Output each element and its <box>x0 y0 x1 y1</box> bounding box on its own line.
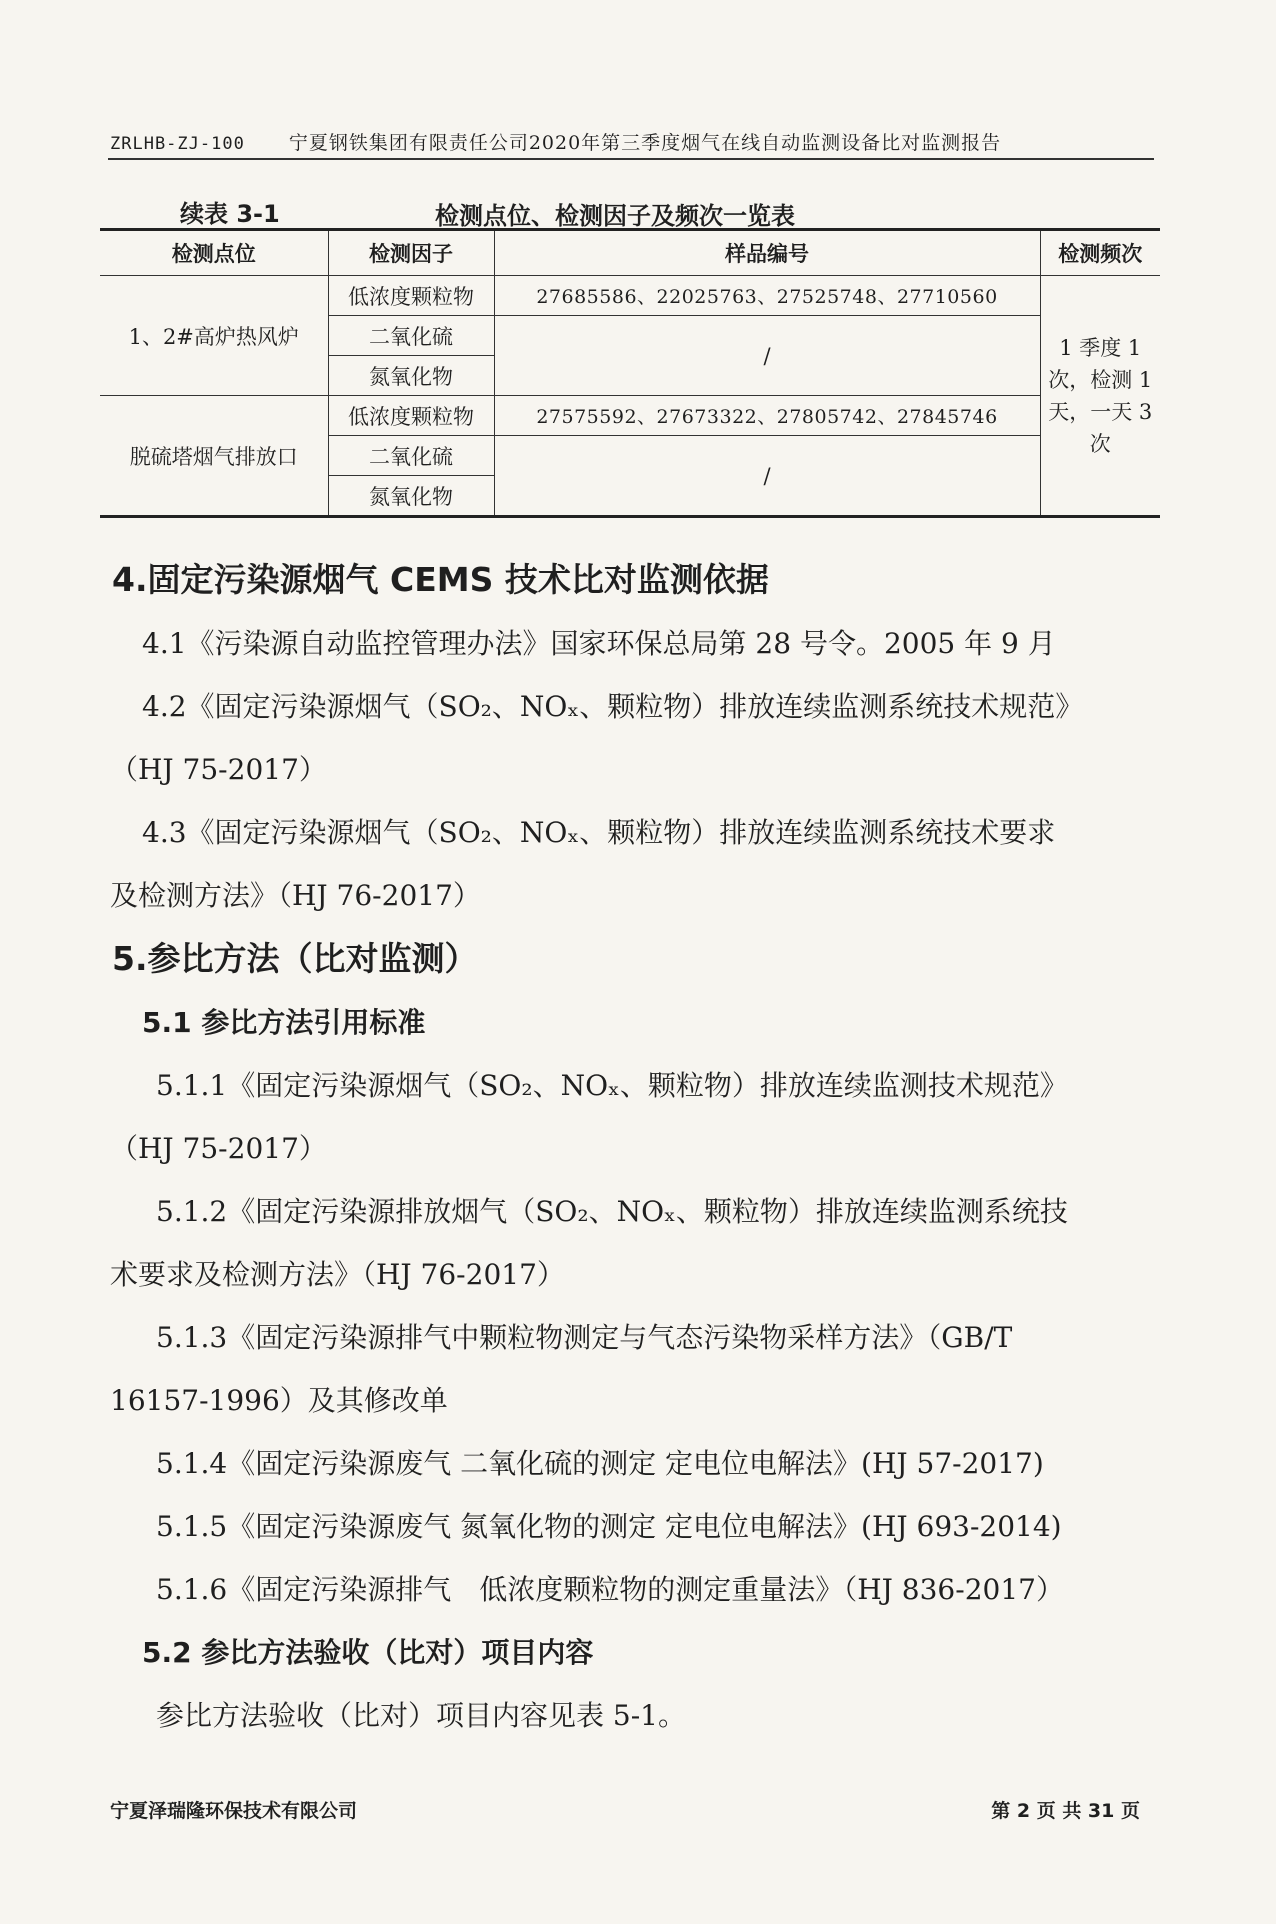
factor-cell: 低浓度颗粒物 <box>328 396 494 436</box>
site-cell: 1、2#高炉热风炉 <box>100 276 328 396</box>
document-body <box>110 548 1160 1747</box>
frequency-line: 天，一天 3 <box>1048 399 1153 424</box>
table-row <box>100 276 1160 316</box>
paragraph: 5.1.6《固定污染源排气 低浓度颗粒物的测定重量法》（HJ 836-2017） <box>156 1573 1064 1606</box>
subsection-5-1-heading: 5.1 参比方法引用标准 <box>142 1006 426 1039</box>
header-divider <box>108 158 1154 160</box>
report-title: 宁夏钢铁集团有限责任公司2020年第三季度烟气在线自动监测设备比对监测报告 <box>288 132 1002 154</box>
subsection-5-2-heading: 5.2 参比方法验收（比对）项目内容 <box>142 1636 594 1669</box>
paragraph-continuation: 术要求及检测方法》（HJ 76-2017） <box>110 1258 565 1291</box>
factor-cell: 氮氧化物 <box>328 476 494 517</box>
report-code: ZRLHB-ZJ-100 <box>110 134 245 154</box>
factor-cell: 氮氧化物 <box>328 356 494 396</box>
sample-cell: / <box>494 316 1040 396</box>
frequency-line: 次，检测 1 <box>1048 367 1153 392</box>
factor-cell: 低浓度颗粒物 <box>328 276 494 316</box>
header-factor: 检测因子 <box>328 230 494 276</box>
paragraph: 5.1.2《固定污染源排放烟气（SO₂、NOₓ、颗粒物）排放连续监测系统技 <box>156 1195 1068 1228</box>
factor-cell: 二氧化硫 <box>328 436 494 476</box>
paragraph: 5.1.4《固定污染源废气 二氧化硫的测定 定电位电解法》(HJ 57-2017) <box>156 1447 1044 1480</box>
table-caption <box>100 190 1160 230</box>
table-number: 续表 3-1 <box>180 200 280 228</box>
table-title: 检测点位、检测因子及频次一览表 <box>435 202 795 230</box>
page-header <box>110 128 1150 155</box>
table-header-row <box>100 230 1160 276</box>
paragraph-continuation: 16157-1996）及其修改单 <box>110 1384 448 1417</box>
header-site: 检测点位 <box>100 230 328 276</box>
paragraph: 4.2《固定污染源烟气（SO₂、NOₓ、颗粒物）排放连续监测系统技术规范》 <box>142 690 1084 723</box>
frequency-line: 次 <box>1089 431 1111 456</box>
paragraph-continuation: 及检测方法》（HJ 76-2017） <box>110 879 481 912</box>
section-4-heading: 4.固定污染源烟气 CEMS 技术比对监测依据 <box>112 560 769 599</box>
footer-company: 宁夏泽瑞隆环保技术有限公司 <box>110 1800 358 1822</box>
section-5-heading: 5.参比方法（比对监测） <box>112 939 478 978</box>
monitoring-table <box>100 228 1160 518</box>
table-row <box>100 396 1160 436</box>
factor-cell: 二氧化硫 <box>328 316 494 356</box>
paragraph: 4.1《污染源自动监控管理办法》国家环保总局第 28 号令。2005 年 9 月 <box>142 627 1056 660</box>
paragraph: 参比方法验收（比对）项目内容见表 5-1。 <box>156 1699 686 1732</box>
paragraph: 5.1.5《固定污染源废气 氮氧化物的测定 定电位电解法》(HJ 693-2014) <box>156 1510 1062 1543</box>
header-sample: 样品编号 <box>494 230 1040 276</box>
site-cell: 脱硫塔烟气排放口 <box>100 396 328 517</box>
frequency-line: 1 季度 1 <box>1059 335 1142 360</box>
paragraph: 5.1.3《固定污染源排气中颗粒物测定与气态污染物采样方法》（GB/T <box>156 1321 1013 1354</box>
paragraph-continuation: （HJ 75-2017） <box>110 1132 327 1165</box>
header-frequency: 检测频次 <box>1040 230 1160 276</box>
paragraph: 5.1.1《固定污染源烟气（SO₂、NOₓ、颗粒物）排放连续监测技术规范》 <box>156 1069 1068 1102</box>
page-number: 第 2 页 共 31 页 <box>991 1800 1140 1822</box>
paragraph-continuation: （HJ 75-2017） <box>110 753 327 786</box>
sample-cell: 27575592、27673322、27805742、27845746 <box>494 396 1040 436</box>
sample-cell: / <box>494 436 1040 517</box>
sample-cell: 27685586、22025763、27525748、27710560 <box>494 276 1040 316</box>
paragraph: 4.3《固定污染源烟气（SO₂、NOₓ、颗粒物）排放连续监测系统技术要求 <box>142 816 1056 849</box>
frequency-cell <box>1040 276 1160 517</box>
